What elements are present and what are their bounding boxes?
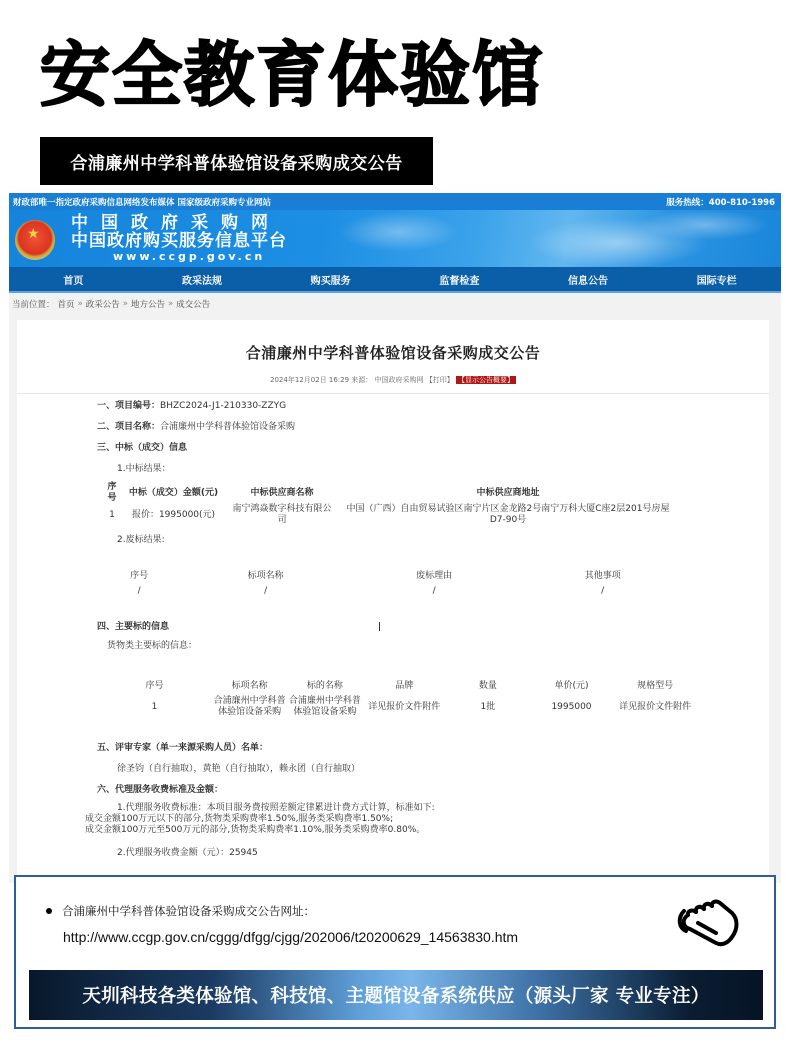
article-body bbox=[85, 398, 697, 859]
article-title: 合浦廉州中学科普体验馆设备采购成交公告 bbox=[245, 344, 541, 362]
breadcrumb-gov-announcements[interactable]: 政采公告 bbox=[85, 300, 120, 310]
publish-datetime: 2024年12月02日 16:29 bbox=[270, 376, 350, 384]
col-header: 标的名称 bbox=[306, 681, 343, 691]
text-cursor bbox=[379, 622, 380, 631]
url-label: 合浦廉州中学科普体验馆设备采购成交公告网址： bbox=[62, 904, 315, 918]
announcement-url[interactable]: http://www.ccgp.gov.cn/cggg/dfgg/cjgg/202006/t20200629_14563830.htm bbox=[63, 929, 519, 945]
section-label: 二、项目名称： bbox=[97, 422, 161, 432]
site-banner bbox=[9, 210, 781, 267]
site-domain: www.ccgp.gov.cn bbox=[113, 250, 266, 263]
hand-pointer-icon bbox=[676, 893, 746, 949]
project-name: 合浦廉州中学科普体验馆设备采购 bbox=[160, 422, 296, 432]
source-name: 中国政府采购网 bbox=[374, 376, 424, 384]
section-project-name bbox=[97, 419, 697, 432]
subtitle-text: 合浦廉州中学科普体验馆设备采购成交公告 bbox=[70, 153, 403, 174]
bullet-icon bbox=[46, 908, 52, 914]
fee-standard bbox=[85, 803, 697, 859]
print-link[interactable]: 【打印】 bbox=[425, 376, 454, 384]
fee-amount: 2.代理服务收费金额（元）：25945 bbox=[117, 848, 258, 858]
col-header: 标项名称 bbox=[247, 571, 284, 581]
experts-list: 徐圣钧（自行抽取），黄艳（自行抽取），赖永团（自行抽取） bbox=[117, 764, 361, 774]
nav-announcements[interactable]: 信息公告 bbox=[568, 275, 609, 287]
url-info-box bbox=[14, 875, 776, 1029]
nav-home[interactable]: 首页 bbox=[63, 275, 84, 287]
service-hotline: 服务热线：400-810-1996 bbox=[666, 197, 775, 208]
col-header: 单价(元) bbox=[554, 681, 589, 691]
col-header: 废标理由 bbox=[416, 571, 453, 581]
section-agency-fee: 六、代理服务收费标准及金额： bbox=[97, 785, 224, 795]
breadcrumb bbox=[9, 293, 781, 315]
cell: 中国（广西）自由贸易试验区南宁片区金龙路2号南宁万科大厦C座2层201号房屋D7-90号 bbox=[346, 504, 670, 525]
site-name-line1: 中国政府采购网 bbox=[71, 213, 281, 233]
site-name-line2: 中国政府购买服务信息平台 bbox=[71, 231, 287, 251]
col-header: 序号 bbox=[130, 571, 149, 581]
table-row bbox=[97, 586, 687, 597]
cell: / bbox=[137, 586, 141, 596]
cell: 合浦廉州中学科普体验馆设备采购 bbox=[213, 696, 286, 717]
cell: / bbox=[432, 586, 436, 596]
promo-text: 天圳科技各类体验馆、科技馆、主题馆设备系统供应（源头厂家 专业专注） bbox=[82, 986, 710, 1007]
table-row bbox=[103, 504, 678, 526]
project-number: BHZC2024-J1-210330-ZZYG bbox=[160, 401, 287, 411]
fee-line: 成交金额100万元以下的部分,货物类采购费率1.50%,服务类采购费率1.50%; bbox=[85, 814, 394, 824]
breadcrumb-separator: » bbox=[77, 299, 83, 309]
table-header-row bbox=[103, 482, 678, 504]
cell: 合浦廉州中学科普体验馆设备采购 bbox=[288, 696, 361, 717]
breadcrumb-separator: » bbox=[122, 299, 128, 309]
col-header: 规格型号 bbox=[637, 681, 674, 691]
cell: 详见报价文件附件 bbox=[619, 701, 692, 712]
show-summary-button[interactable]: 【显示公告概要】 bbox=[457, 376, 514, 384]
breadcrumb-deal-announcements[interactable]: 成交公告 bbox=[176, 300, 211, 310]
url-label-line bbox=[46, 903, 315, 919]
promo-banner bbox=[29, 970, 763, 1020]
fee-line: 成交金额100万元至500万元的部分,货物类采购费率1.10%,服务类采购费率0.80%。 bbox=[85, 825, 426, 835]
section-label: 一、项目编号： bbox=[97, 401, 161, 411]
col-header: 序号 bbox=[107, 482, 117, 503]
cell: 1 bbox=[109, 509, 115, 520]
award-table bbox=[103, 482, 678, 526]
goods-info-label: 货物类主要标的信息： bbox=[107, 641, 198, 651]
section-experts: 五、评审专家（单一来源采购人员）名单： bbox=[97, 743, 269, 753]
nav-purchase-services[interactable]: 购买服务 bbox=[310, 275, 351, 287]
col-header: 数量 bbox=[478, 681, 497, 691]
cell: 报价：1995000(元) bbox=[131, 509, 216, 520]
nav-regulations[interactable]: 政采法规 bbox=[182, 275, 222, 287]
article-meta bbox=[17, 375, 769, 385]
divider bbox=[17, 393, 769, 394]
table-row bbox=[97, 696, 697, 718]
goods-table bbox=[97, 681, 697, 718]
topbar-tagline: 财政部唯一指定政府采购信息网络发布媒体 国家级政府采购专业网站 bbox=[13, 197, 271, 208]
failed-bid-label: 2.废标结果: bbox=[117, 535, 165, 545]
col-header: 中标（成交）金额(元) bbox=[128, 487, 219, 498]
nav-international[interactable]: 国际专栏 bbox=[696, 275, 737, 287]
cell: / bbox=[264, 586, 268, 596]
table-header-row bbox=[97, 681, 697, 696]
col-header: 其他事项 bbox=[584, 571, 621, 581]
national-emblem-icon bbox=[15, 220, 55, 260]
breadcrumb-local-announcements[interactable]: 地方公告 bbox=[130, 300, 165, 310]
breadcrumb-separator: » bbox=[167, 299, 174, 309]
source-label: 来源： bbox=[351, 376, 373, 384]
site-logo[interactable] bbox=[71, 214, 287, 263]
fee-line: 1.代理服务收费标准：本项目服务费按照差额定律累进计费方式计算，标准如下: bbox=[117, 803, 435, 813]
site-topbar bbox=[9, 193, 781, 210]
col-header: 标项名称 bbox=[231, 681, 268, 691]
subtitle-banner bbox=[40, 137, 433, 185]
cell: 1 bbox=[151, 701, 158, 712]
hero-title: 安全教育体验馆 bbox=[40, 34, 544, 116]
ccgp-screenshot bbox=[9, 193, 781, 883]
col-header: 品牌 bbox=[395, 681, 414, 691]
section-award-info: 三、中标（成交）信息 bbox=[97, 443, 188, 453]
section-label: 四、主要标的信息 bbox=[97, 622, 170, 632]
col-header: 中标供应商名称 bbox=[250, 487, 314, 498]
section-main-items bbox=[97, 619, 697, 632]
nav-supervision[interactable]: 监督检查 bbox=[439, 275, 480, 287]
col-header: 序号 bbox=[145, 681, 164, 691]
cell: 1批 bbox=[480, 701, 496, 712]
main-nav bbox=[9, 267, 781, 293]
cell: 详见报价文件附件 bbox=[368, 701, 441, 712]
failed-bid-table bbox=[97, 571, 687, 597]
table-header-row bbox=[97, 571, 687, 586]
section-project-number bbox=[97, 398, 697, 411]
col-header: 中标供应商地址 bbox=[476, 487, 540, 498]
cell: / bbox=[601, 586, 605, 596]
award-result-label: 1.中标结果： bbox=[117, 464, 171, 474]
breadcrumb-label: 当前位置： bbox=[12, 300, 55, 310]
cell: 1995000 bbox=[551, 701, 592, 712]
cell: 南宁鸿焱数字科技有限公司 bbox=[232, 504, 332, 525]
breadcrumb-home[interactable]: 首页 bbox=[57, 300, 75, 310]
